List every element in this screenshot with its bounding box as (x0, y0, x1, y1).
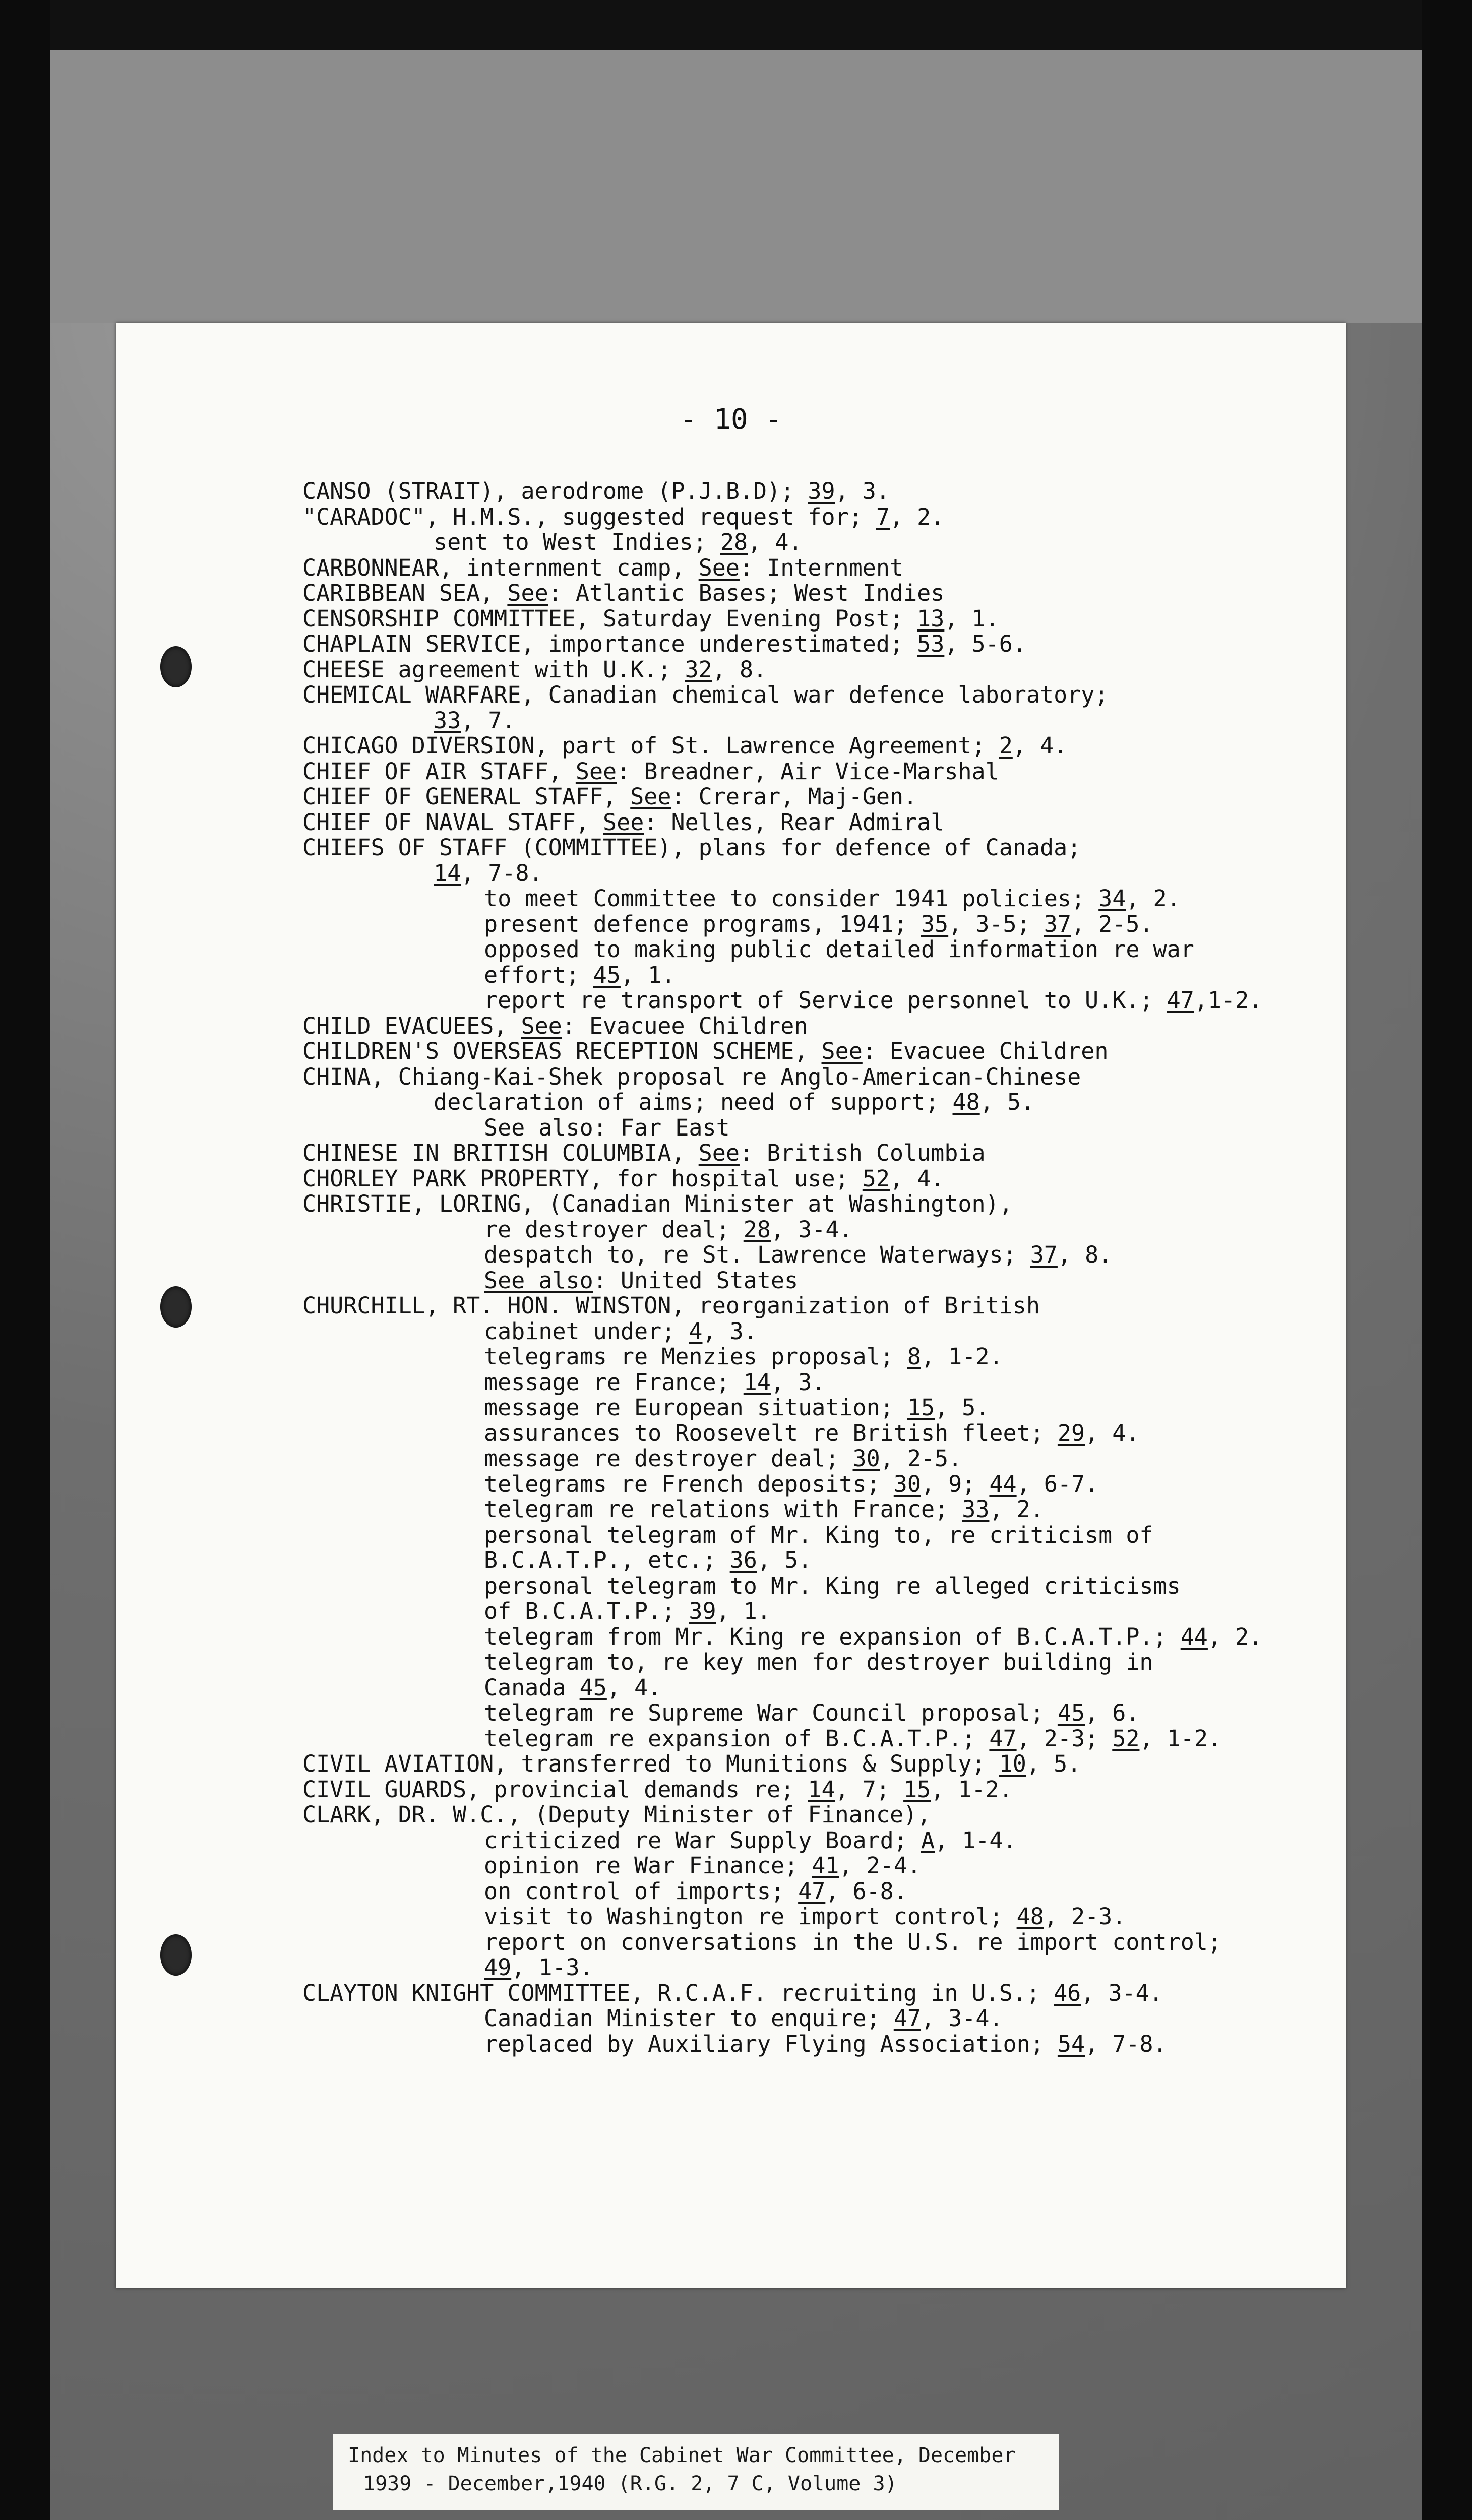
punch-hole-icon (160, 1934, 192, 1976)
index-entry (302, 1395, 1321, 1421)
entry-text: , 2. (1207, 1623, 1263, 1650)
page-reference: 14 (434, 859, 461, 887)
entry-text: CARBONNEAR, internment camp, (302, 554, 699, 581)
entry-text: CIVIL GUARDS, provincial demands re; (302, 1776, 808, 1803)
page-reference: 2 (999, 732, 1013, 759)
entry-text: of B.C.A.T.P.; (484, 1598, 689, 1624)
page-reference: 47 (893, 2005, 921, 2032)
entry-text: telegram to, re key men for destroyer building in (484, 1649, 1153, 1675)
entry-text: : Nelles, Rear Admiral (644, 808, 945, 836)
entry-text: criticized re War Supply Board; (484, 1826, 921, 1854)
entry-text: cabinet under; (484, 1317, 689, 1345)
page-reference: See (603, 808, 644, 836)
entry-text: , 7-8. (461, 859, 543, 887)
page-reference: 7 (876, 503, 890, 530)
index-entry (302, 1268, 1321, 1294)
page-number: - 10 - (680, 403, 782, 436)
entry-text: CHORLEY PARK PROPERTY, for hospital use; (302, 1165, 863, 1192)
entry-text: , 2. (1126, 885, 1181, 912)
entry-text: ,1-2. (1194, 987, 1263, 1014)
entry-text: CHRISTIE, LORING, (Canadian Minister at Washington), (302, 1190, 1013, 1217)
page-reference: 33 (962, 1496, 990, 1523)
page-reference: A (921, 1826, 935, 1854)
entry-text: CLAYTON KNIGHT COMMITTEE, R.C.A.F. recruiting in U.S.; (302, 1979, 1054, 2006)
entry-text: report on conversations in the U.S. re import control; (484, 1928, 1221, 1956)
entry-text: , 1-4. (935, 1826, 1017, 1854)
page-reference: 45 (579, 1674, 607, 1701)
entry-text: telegram re Supreme War Council proposal; (484, 1699, 1058, 1726)
index-entry (302, 657, 1321, 683)
page-reference: 36 (729, 1547, 757, 1573)
entry-text: : Evacuee Children (862, 1038, 1109, 1064)
index-entry (302, 1293, 1321, 1319)
entry-text: message re France; (484, 1368, 744, 1396)
index-entry (302, 1523, 1321, 1548)
entry-text: CHEESE agreement with U.K.; (302, 656, 685, 683)
page-reference: 34 (1098, 885, 1126, 912)
index-entry (302, 1650, 1321, 1675)
page-reference: 39 (689, 1598, 716, 1624)
index-entry (302, 784, 1321, 810)
entry-text: CLARK, DR. W.C., (Deputy Minister of Finance), (302, 1801, 931, 1828)
caption-label (333, 2434, 1059, 2510)
index-page (116, 323, 1346, 2288)
index-entry (302, 1853, 1321, 1879)
page-reference: 45 (593, 961, 621, 988)
page-reference: 44 (1180, 1623, 1208, 1650)
entry-text: , 8. (712, 656, 767, 683)
entry-text: , 3-4. (1081, 1979, 1163, 2006)
index-entry (302, 1014, 1321, 1039)
entry-text: visit to Washington re import control; (484, 1903, 1017, 1930)
page-reference: 39 (808, 478, 835, 505)
entry-text: , 3-5; (948, 910, 1044, 937)
index-entry (302, 530, 1321, 555)
entry-text: , 2-3; (1016, 1725, 1113, 1752)
entry-text: : British Columbia (739, 1140, 986, 1166)
entry-text: , 1. (716, 1598, 771, 1624)
index-entry (302, 1675, 1321, 1701)
index-entry (302, 1599, 1321, 1624)
entry-text: , 1-2. (931, 1776, 1013, 1803)
index-entry (302, 505, 1321, 530)
entry-text: message re destroyer deal; (484, 1445, 853, 1472)
page-reference: 33 (434, 707, 461, 734)
entry-text: personal telegram of Mr. King to, re criticism of (484, 1521, 1153, 1548)
entry-text: See also: Far East (484, 1114, 730, 1141)
index-entry (302, 1751, 1321, 1777)
film-top-edge (0, 0, 1472, 50)
caption-line-1: Index to Minutes of the Cabinet War Committee, December (348, 2444, 1016, 2467)
index-entry (302, 1039, 1321, 1064)
index-entry (302, 733, 1321, 759)
entry-text: , 1-2. (921, 1343, 1003, 1370)
page-reference: 28 (743, 1216, 771, 1243)
entry-text: , 1-3. (511, 1954, 593, 1981)
index-entry (302, 1115, 1321, 1141)
entry-text: telegram from Mr. King re expansion of B.C.A.T.P.; (484, 1623, 1181, 1650)
index-entry (302, 1319, 1321, 1345)
page-reference: 29 (1057, 1419, 1085, 1446)
page-reference: 48 (1016, 1903, 1044, 1930)
page-reference: 8 (907, 1343, 921, 1370)
caption-line-2: 1939 - December,1940 (R.G. 2, 7 C, Volume 3) (363, 2472, 897, 2495)
entry-text: , 7; (835, 1776, 904, 1803)
entry-text: , 3-4. (770, 1216, 853, 1243)
film-left-edge (0, 0, 50, 2520)
entry-text: CHILD EVACUEES, (302, 1012, 521, 1039)
punch-hole-icon (160, 646, 192, 687)
page-reference: 30 (852, 1445, 880, 1472)
index-entry (302, 1166, 1321, 1192)
index-entry (302, 886, 1321, 912)
index-entry (302, 632, 1321, 657)
entry-text: opposed to making public detailed information re war (484, 936, 1194, 963)
page-reference: See (507, 580, 548, 606)
entry-text: , 5. (935, 1394, 990, 1421)
page-reference: 46 (1054, 1979, 1081, 2006)
entry-text: B.C.A.T.P., etc.; (484, 1547, 730, 1573)
entry-text: , 7. (461, 707, 516, 734)
page-reference: See (575, 758, 617, 785)
index-entry (302, 759, 1321, 785)
index-entry (302, 1217, 1321, 1243)
entry-text: , 2. (989, 1496, 1044, 1523)
index-entry (302, 1904, 1321, 1930)
index-entry (302, 810, 1321, 836)
entry-text: despatch to, re St. Lawrence Waterways; (484, 1241, 1030, 1268)
page-reference: See (698, 1140, 740, 1166)
page-reference: 4 (689, 1317, 703, 1345)
page-reference: See (821, 1038, 863, 1064)
index-entry (302, 555, 1321, 581)
entry-text: report re transport of Service personnel to U.K.; (484, 987, 1167, 1014)
entry-text: telegram re relations with France; (484, 1496, 962, 1523)
entry-text: CHINESE IN BRITISH COLUMBIA, (302, 1140, 699, 1166)
index-entry (302, 988, 1321, 1014)
entry-text: , 6. (1085, 1699, 1140, 1726)
index-entry (302, 912, 1321, 937)
index-entry (302, 1497, 1321, 1523)
index-entry (302, 1624, 1321, 1650)
entry-text: CIVIL AVIATION, transferred to Munitions & Supply; (302, 1750, 999, 1777)
index-entry (302, 1879, 1321, 1905)
index-entry (302, 1242, 1321, 1268)
index-entry (302, 963, 1321, 988)
entry-text: , 3-4. (921, 2005, 1003, 2032)
entry-text: : United States (593, 1267, 799, 1294)
index-entry (302, 479, 1321, 505)
page-reference: 32 (685, 656, 712, 683)
entry-text: , 3. (770, 1368, 826, 1396)
index-entry (302, 1802, 1321, 1828)
index-entry (302, 1191, 1321, 1217)
index-entry (302, 1726, 1321, 1752)
entry-text: CENSORSHIP COMMITTEE, Saturday Evening Post; (302, 605, 917, 632)
entry-text: , 1. (620, 961, 676, 988)
index-entry (302, 1090, 1321, 1115)
index-entry (302, 1421, 1321, 1446)
entry-text: , 5. (979, 1089, 1035, 1115)
entry-text: , 4. (889, 1165, 945, 1192)
index-entry (302, 861, 1321, 887)
page-reference: 30 (893, 1470, 921, 1497)
entry-text: , 4. (748, 529, 803, 555)
index-entry (302, 1981, 1321, 2006)
entry-text: Canadian Minister to enquire; (484, 2005, 894, 2032)
index-entry (302, 1370, 1321, 1396)
index-entry (302, 1700, 1321, 1726)
entry-text: : Crerar, Maj-Gen. (671, 783, 917, 810)
entry-text: : Evacuee Children (562, 1012, 808, 1039)
entry-text: , 1. (944, 605, 999, 632)
entry-text: Canada (484, 1674, 580, 1701)
page-reference: 37 (1030, 1241, 1058, 1268)
entry-text: , 6-7. (1016, 1470, 1099, 1497)
page-reference: 14 (743, 1368, 771, 1396)
entry-text: "CARADOC", H.M.S., suggested request for; (302, 503, 876, 530)
entry-text: present defence programs, 1941; (484, 910, 921, 937)
entry-text: , 4. (1085, 1419, 1140, 1446)
entry-text: , 2-5. (880, 1445, 962, 1472)
index-entry (302, 1064, 1321, 1090)
entry-text: , 2-5. (1071, 910, 1153, 937)
page-reference: See (698, 554, 740, 581)
entry-text: effort; (484, 961, 593, 988)
index-entry (302, 1344, 1321, 1370)
page-reference: 54 (1057, 2030, 1085, 2057)
entry-text: CHIEF OF NAVAL STAFF, (302, 808, 603, 836)
index-entry (302, 682, 1321, 708)
entry-text: declaration of aims; need of support; (434, 1089, 953, 1115)
entry-text: message re European situation; (484, 1394, 907, 1421)
entry-text: , 4. (1012, 732, 1068, 759)
index-entry (302, 835, 1321, 861)
entry-text: , 2. (889, 503, 945, 530)
entry-text: CHILDREN'S OVERSEAS RECEPTION SCHEME, (302, 1038, 822, 1064)
entry-text: CHIEF OF GENERAL STAFF, (302, 783, 631, 810)
index-entry (302, 1446, 1321, 1472)
index-entry (302, 1777, 1321, 1803)
page-reference: 15 (907, 1394, 935, 1421)
entry-text: CHIEFS OF STAFF (COMMITTEE), plans for defence of Canada; (302, 834, 1081, 861)
entry-text: , 5. (1026, 1750, 1081, 1777)
entry-text: : Breadner, Air Vice-Marshal (617, 758, 999, 785)
entry-text: assurances to Roosevelt re British fleet; (484, 1419, 1058, 1446)
entry-text: , 5. (757, 1547, 812, 1573)
entry-text: telegrams re Menzies proposal; (484, 1343, 907, 1370)
page-reference: See (630, 783, 671, 810)
page-reference: 37 (1044, 910, 1071, 937)
page-reference: 52 (1112, 1725, 1140, 1752)
entry-text: , 9; (921, 1470, 990, 1497)
entry-text: , 3. (835, 478, 890, 505)
page-reference: 47 (798, 1877, 826, 1905)
entry-text: CHICAGO DIVERSION, part of St. Lawrence Agreement; (302, 732, 999, 759)
punch-hole-icon (160, 1286, 192, 1328)
index-entry (302, 937, 1321, 963)
page-reference: 41 (812, 1852, 839, 1879)
film-top-area (50, 50, 1422, 323)
entry-text: , 8. (1057, 1241, 1113, 1268)
index-entry (302, 1548, 1321, 1573)
entry-text: CHURCHILL, RT. HON. WINSTON, reorganization of British (302, 1292, 1040, 1319)
page-reference: 14 (808, 1776, 835, 1803)
entry-text: , 6-8. (825, 1877, 907, 1905)
entry-text: , 3. (702, 1317, 757, 1345)
entry-text: sent to West Indies; (434, 529, 720, 555)
index-entries (302, 479, 1321, 2057)
entry-text: replaced by Auxiliary Flying Association; (484, 2030, 1058, 2057)
entry-text: : Internment (739, 554, 904, 581)
index-entry (302, 1573, 1321, 1599)
index-entry (302, 1955, 1321, 1981)
page-reference: 10 (999, 1750, 1026, 1777)
page-reference: 15 (903, 1776, 931, 1803)
page-reference: 48 (952, 1089, 980, 1115)
page-reference: See (521, 1012, 562, 1039)
page-reference: See also (484, 1267, 593, 1294)
entry-text: opinion re War Finance; (484, 1852, 812, 1879)
page-reference: 45 (1057, 1699, 1085, 1726)
entry-text: : Atlantic Bases; West Indies (548, 580, 945, 606)
entry-text: , 2-3. (1044, 1903, 1126, 1930)
entry-text: CHAPLAIN SERVICE, importance underestimated; (302, 631, 917, 657)
entry-text: , 5-6. (944, 631, 1026, 657)
entry-text: re destroyer deal; (484, 1216, 744, 1243)
index-entry (302, 1930, 1321, 1956)
entry-text: personal telegram to Mr. King re alleged criticisms (484, 1572, 1181, 1599)
entry-text: CHINA, Chiang-Kai-Shek proposal re Anglo-American-Chinese (302, 1063, 1081, 1090)
index-entry (302, 1828, 1321, 1854)
index-entry (302, 1141, 1321, 1166)
index-entry (302, 2006, 1321, 2032)
entry-text: CARIBBEAN SEA, (302, 580, 508, 606)
page-reference: 47 (1167, 987, 1194, 1014)
film-right-edge (1422, 0, 1472, 2520)
entry-text: to meet Committee to consider 1941 policies; (484, 885, 1099, 912)
entry-text: , 7-8. (1085, 2030, 1167, 2057)
index-entry (302, 581, 1321, 606)
page-reference: 44 (989, 1470, 1017, 1497)
page-reference: 28 (720, 529, 748, 555)
index-entry (302, 2032, 1321, 2057)
index-entry (302, 708, 1321, 734)
entry-text: CHIEF OF AIR STAFF, (302, 758, 576, 785)
entry-text: CANSO (STRAIT), aerodrome (P.J.B.D); (302, 478, 808, 505)
index-entry (302, 1472, 1321, 1497)
page-reference: 47 (989, 1725, 1017, 1752)
entry-text: telegram re expansion of B.C.A.T.P.; (484, 1725, 990, 1752)
page-reference: 35 (921, 910, 949, 937)
page-reference: 49 (484, 1954, 512, 1981)
page-reference: 52 (862, 1165, 890, 1192)
index-entry (302, 606, 1321, 632)
entry-text: telegrams re French deposits; (484, 1470, 894, 1497)
page-reference: 53 (917, 631, 945, 657)
page-reference: 13 (917, 605, 945, 632)
entry-text: , 4. (606, 1674, 662, 1701)
entry-text: , 1-2. (1139, 1725, 1222, 1752)
entry-text: , 2-4. (839, 1852, 921, 1879)
entry-text: CHEMICAL WARFARE, Canadian chemical war defence laboratory; (302, 681, 1109, 708)
entry-text: on control of imports; (484, 1877, 799, 1905)
